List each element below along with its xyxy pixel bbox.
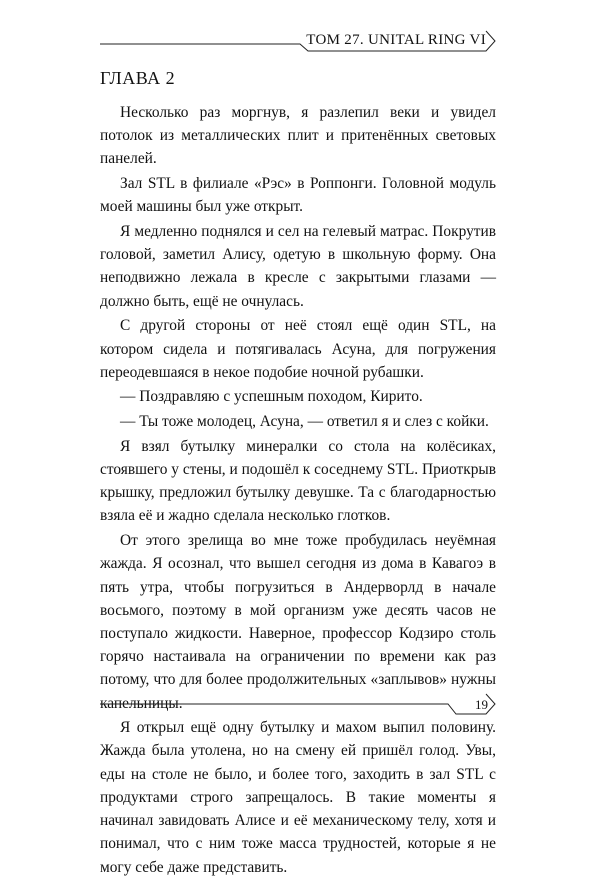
page-footer <box>100 693 500 717</box>
paragraph: Я медленно поднялся и сел на гелевый матрас. Покрутив головой, заметил Алису, одетую в школьную форму. Она неподвижно лежала в кресле с закрытыми глазами — должно быть, ещё не очнулась. <box>100 223 496 310</box>
paragraph: Несколько раз моргнув, я разлепил веки и увидел потолок из металлических плит и притенённых световых панелей. <box>100 104 496 168</box>
dialogue-line: — Ты тоже молодец, Асуна, — ответил я и слез с койки. <box>120 413 489 431</box>
running-title: ТОМ 27. UNITAL RING VI <box>306 32 486 48</box>
chapter-title: ГЛАВА 2 <box>100 68 176 88</box>
paragraph: С другой стороны от неё стоял ещё один STL, на котором сидела и потягивалась Асуна, для погружения переодевшаяся в некое подобие ночной рубашки. <box>100 317 496 381</box>
page-number: 19 <box>475 697 488 712</box>
paragraph: Я взял бутылку минералки со стола на колёсиках, стоявшего у стены, и подошёл к соседнему STL. Приоткрыв крышку, предложил бутылку девушке. Та с благодарностью взяла её и жадно сделала несколько глотков. <box>100 437 496 525</box>
paragraph: Я открыл ещё одну бутылку и махом выпил половину. Жажда была утолена, но на смену ей пришёл голод. Увы, еды на столе не было, и более того, заходить в зал STL с продуктами строго запрещалось. В такие моменты я начинал завидовать Алисе и её механическому телу, хотя и понимал, что с ним тоже масса трудностей, которые я не могу себе даже представить. <box>100 719 496 876</box>
body-text <box>100 101 496 880</box>
running-header <box>100 30 500 52</box>
dialogue-line: — Поздравляю с успешным походом, Кирито. <box>120 388 423 406</box>
paragraph: Зал STL в филиале «Рэс» в Роппонги. Головной модуль моей машины был уже открыт. <box>100 175 496 216</box>
footer-rule <box>100 693 500 717</box>
paragraph: От этого зрелища во мне тоже пробудилась неуёмная жажда. Я осознал, что вышел сегодня из дома в Кавагоэ в пять утра, чтобы погрузиться в Андерворлд в начале восьмого, поэтому в мой организм уже десять часов не поступало жидкости. Наверное, профессор Кодзиро столь горячо настаивала на ограничении по времени как раз потому, что для более продолжительных «заплывов» нужны капельницы. <box>100 532 496 712</box>
